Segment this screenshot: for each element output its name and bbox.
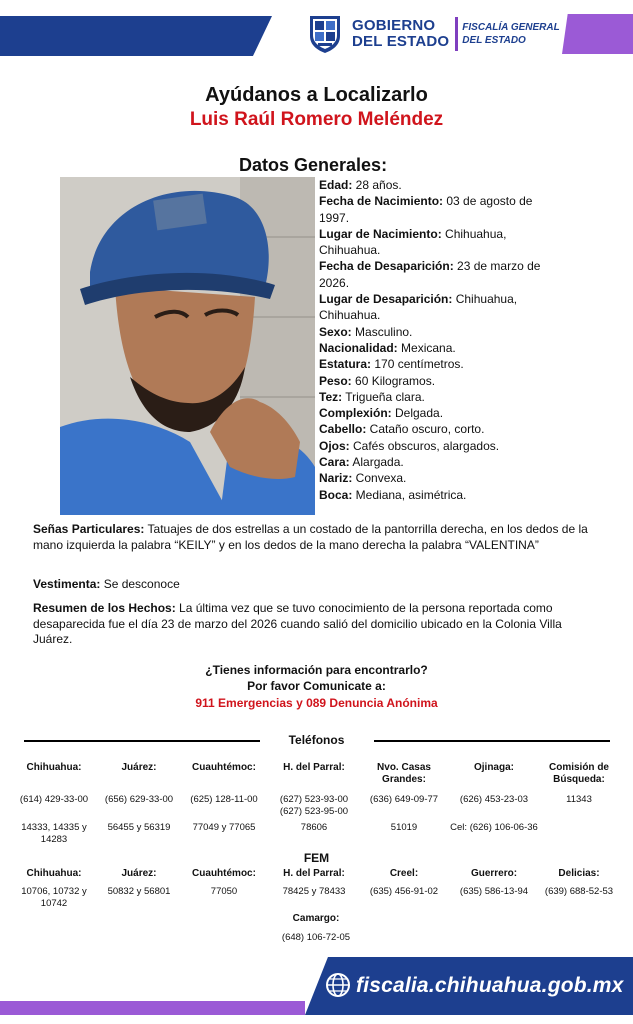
dato-row bbox=[319, 177, 555, 193]
dato-value: Masculino. bbox=[351, 324, 413, 339]
dato-label: Ojos: bbox=[319, 438, 350, 453]
dato-row bbox=[319, 487, 555, 503]
fem-header-0: Chihuahua: bbox=[26, 868, 82, 879]
fem-phone-2: 77050 bbox=[210, 886, 238, 897]
fem-phone-0: 10706, 10732 y 10742 bbox=[21, 886, 87, 909]
tel-phone-1: (656) 629-33-00 bbox=[104, 794, 174, 805]
dato-label: Complexión: bbox=[319, 406, 392, 421]
callout-question: ¿Tienes información para encontrarlo? bbox=[205, 663, 428, 677]
dato-label: Cabello: bbox=[319, 422, 367, 437]
dato-label: Boca: bbox=[319, 487, 353, 502]
tel-phone-5: (626) 453-23-03 bbox=[459, 794, 529, 805]
dato-label: Nariz: bbox=[319, 471, 353, 486]
dato-value: Mexicana. bbox=[397, 340, 456, 355]
fem-header-5: Guerrero: bbox=[470, 868, 518, 879]
tel-header-3: H. del Parral: bbox=[283, 762, 345, 773]
dato-value: Cataño oscuro, corto. bbox=[366, 422, 485, 437]
callout-emergency-numbers: 911 Emergencias y 089 Denuncia Anónima bbox=[195, 696, 438, 710]
camargo-phone: (648) 106-72-05 bbox=[281, 932, 351, 943]
dato-value: Chihuahua, Chihuahua. bbox=[319, 226, 507, 258]
dato-row bbox=[319, 324, 555, 340]
dato-value: Convexa. bbox=[352, 471, 407, 486]
tel-phone-4: (636) 649-09-77 bbox=[369, 794, 439, 805]
dato-value: 28 años. bbox=[352, 178, 402, 192]
gobierno-line1: GOBIERNO bbox=[352, 17, 436, 34]
tel-phone-6: 11343 bbox=[566, 794, 592, 805]
header-violet-band bbox=[562, 14, 633, 54]
dato-row bbox=[319, 258, 555, 291]
fem-header-2: Cuauhtémoc: bbox=[192, 868, 256, 879]
fem-phone-3: 78425 y 78433 bbox=[282, 886, 346, 897]
fem-header-1: Juárez: bbox=[121, 868, 157, 879]
fem-phone-4: (635) 456-91-02 bbox=[369, 886, 439, 897]
dato-value: 170 centímetros. bbox=[371, 357, 464, 372]
callout-contact: Por favor Comunicate a: bbox=[247, 679, 386, 693]
tel-extension-0: 14333, 14335 y 14283 bbox=[21, 822, 87, 845]
dato-row bbox=[319, 340, 555, 356]
dato-row bbox=[319, 373, 555, 389]
dato-label: Fecha de Desaparición: bbox=[319, 259, 454, 274]
fiscalia-line2: DEL ESTADO bbox=[462, 35, 526, 46]
person-photo bbox=[60, 177, 315, 515]
vestimenta-value: Se desconoce bbox=[100, 577, 180, 591]
telefonos-title: Teléfonos bbox=[288, 733, 345, 747]
dato-row bbox=[319, 421, 555, 437]
tel-extension-3: 78606 bbox=[300, 822, 328, 833]
tel-header-4: Nvo. Casas Grandes: bbox=[377, 762, 431, 785]
footer-violet-band bbox=[0, 1001, 305, 1015]
tel-extension-2: 77049 y 77065 bbox=[192, 822, 256, 833]
dato-value: Alargada. bbox=[349, 455, 404, 470]
dato-row bbox=[319, 389, 555, 405]
state-shield-icon bbox=[308, 14, 342, 54]
dato-label: Peso: bbox=[319, 373, 352, 388]
dato-value: Mediana, asimétrica. bbox=[352, 487, 467, 502]
telefonos-divider-right bbox=[374, 740, 610, 742]
dato-value: 60 Kilogramos. bbox=[351, 373, 436, 388]
dato-label: Fecha de Nacimiento: bbox=[319, 194, 444, 209]
gobierno-wordmark bbox=[352, 18, 449, 50]
dato-value: Trigueña clara. bbox=[342, 389, 425, 404]
dato-value: 03 de agosto de 1997. bbox=[319, 194, 533, 225]
fiscalia-line1: FISCALÍA GENERAL bbox=[462, 22, 560, 33]
dato-label: Tez: bbox=[319, 389, 343, 404]
senas-value: Tatuajes de dos estrellas a un costado de la pantorrilla derecha, en los dedos de la mano izquierda la palabra “KEILY” y en los dedos de la mano derecha la palabra “VALENTINA” bbox=[33, 522, 588, 552]
senas-particulares bbox=[33, 522, 593, 553]
vestimenta bbox=[33, 577, 593, 593]
dato-row bbox=[319, 438, 555, 454]
dato-value: 23 de marzo de 2026. bbox=[319, 259, 541, 290]
fem-phone-5: (635) 586-13-94 bbox=[459, 886, 529, 897]
tel-header-2: Cuauhtémoc: bbox=[192, 762, 256, 773]
fem-phone-1: 50832 y 56801 bbox=[107, 886, 171, 897]
dato-label: Lugar de Nacimiento: bbox=[319, 226, 442, 241]
tel-header-1: Juárez: bbox=[121, 762, 157, 773]
person-photo-illustration bbox=[60, 177, 315, 515]
dato-label: Sexo: bbox=[319, 324, 352, 339]
fem-header-4: Creel: bbox=[389, 868, 419, 879]
tel-phone-0: (614) 429-33-00 bbox=[19, 794, 89, 805]
tel-extension-5: Cel: (626) 106-06-36 bbox=[450, 822, 538, 833]
tel-extension-4: 51019 bbox=[390, 822, 418, 833]
dato-row bbox=[319, 470, 555, 486]
dato-value: Delgada. bbox=[391, 406, 444, 421]
tel-extension-1: 56455 y 56319 bbox=[107, 822, 171, 833]
dato-label: Lugar de Desaparición: bbox=[319, 292, 453, 307]
datos-title: Datos Generales: bbox=[239, 155, 388, 175]
camargo-label: Camargo: bbox=[292, 913, 340, 924]
resumen-label: Resumen de los Hechos: bbox=[33, 601, 176, 615]
dato-row bbox=[319, 291, 555, 324]
dato-row bbox=[319, 356, 555, 372]
gobierno-line2: DEL ESTADO bbox=[352, 33, 450, 50]
fem-title: FEM bbox=[303, 851, 330, 865]
fem-header-3: H. del Parral: bbox=[283, 868, 345, 879]
footer-url-link[interactable]: fiscalia.chihuahua.gob.mx bbox=[356, 974, 624, 997]
fiscalia-wordmark bbox=[462, 21, 559, 47]
tel-header-5: Ojinaga: bbox=[473, 762, 514, 773]
tel-phone-2: (625) 128-11-00 bbox=[190, 794, 258, 805]
dato-row bbox=[319, 454, 555, 470]
person-name: Luis Raúl Romero Meléndez bbox=[189, 109, 444, 130]
dato-row bbox=[319, 193, 555, 226]
vestimenta-label: Vestimenta: bbox=[33, 577, 101, 591]
dato-value: Cafés obscuros, alargados. bbox=[349, 438, 500, 453]
dato-value: Chihuahua, Chihuahua. bbox=[319, 292, 518, 323]
dato-label: Edad: bbox=[319, 178, 353, 192]
fem-header-6: Delicias: bbox=[558, 868, 600, 879]
dato-label: Nacionalidad: bbox=[319, 340, 398, 355]
resumen-hechos bbox=[33, 601, 593, 648]
dato-label: Estatura: bbox=[319, 357, 372, 372]
dato-row bbox=[319, 226, 555, 259]
logo-divider bbox=[455, 17, 458, 51]
header-blue-band bbox=[0, 16, 272, 56]
globe-icon bbox=[325, 972, 351, 998]
government-logo bbox=[308, 14, 560, 54]
dato-row bbox=[319, 405, 555, 421]
dato-label: Cara: bbox=[319, 455, 350, 470]
tel-header-0: Chihuahua: bbox=[26, 762, 82, 773]
datos-generales-list bbox=[319, 177, 555, 503]
tel-phone-3: (627) 523-93-00 (627) 523-95-00 bbox=[279, 794, 349, 817]
resumen-value: La última vez que se tuvo conocimiento de la persona reportada como desaparecida fue el día 23 de marzo del 2026 cuando salió del domicilio ubicado en la Colonia Villa Juárez. bbox=[33, 601, 562, 646]
page-title: Ayúdanos a Localizarlo bbox=[205, 84, 428, 106]
senas-label: Señas Particulares: bbox=[33, 522, 145, 536]
fem-phone-6: (639) 688-52-53 bbox=[544, 886, 614, 897]
tel-header-6: Comisión de Búsqueda: bbox=[548, 762, 609, 785]
